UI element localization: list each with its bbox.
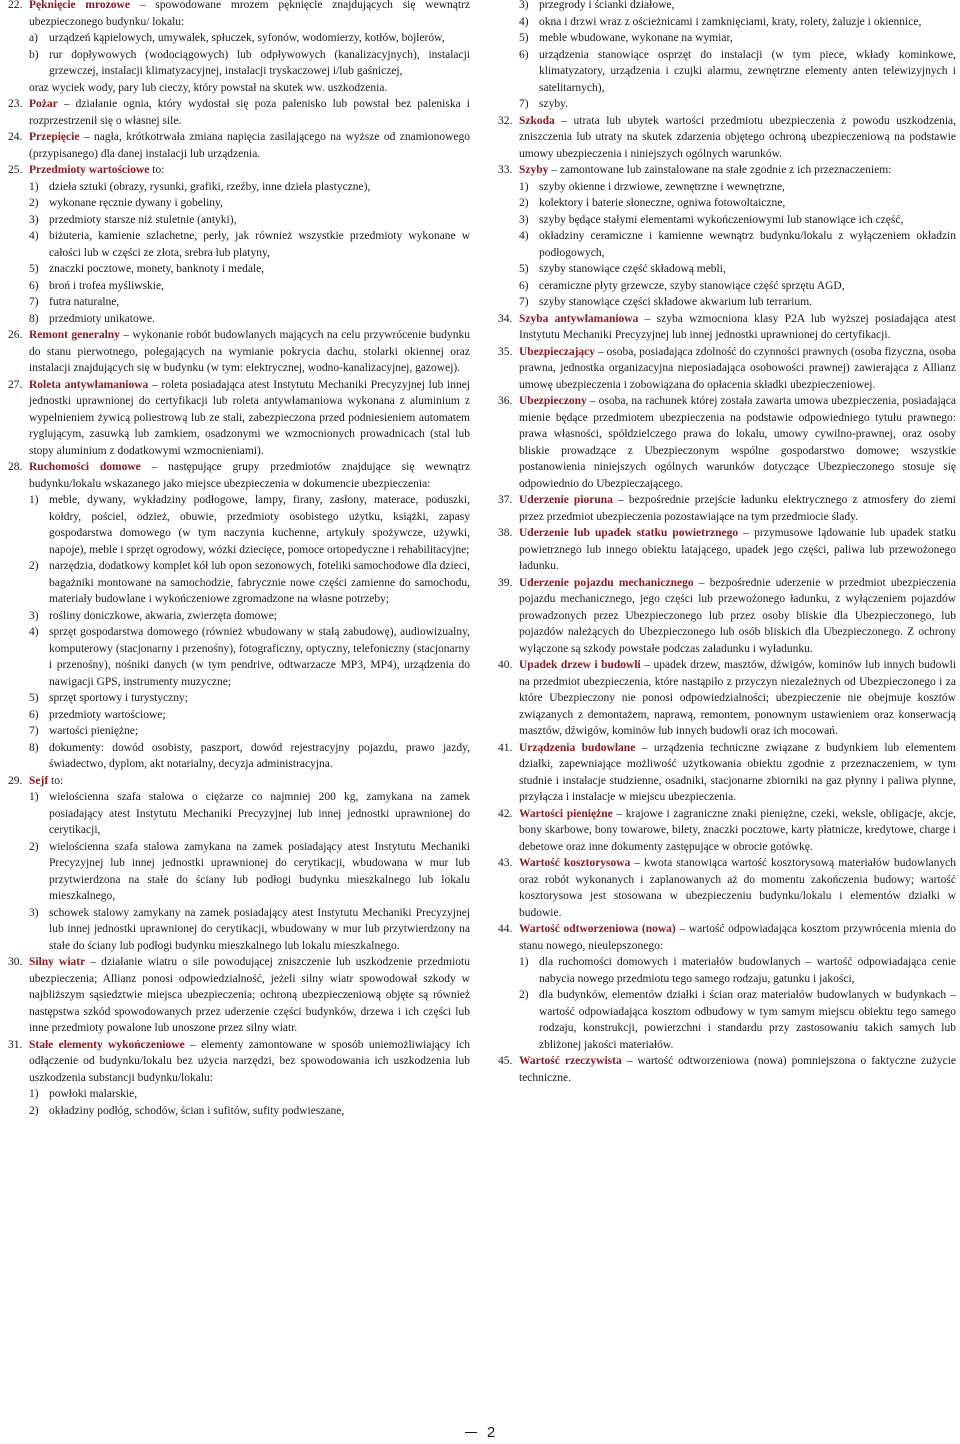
list-item xyxy=(8,723,470,740)
list-item-text: wykonane ręcznie dywany i gobeliny, xyxy=(49,197,223,209)
list-item xyxy=(8,707,470,724)
list-item-number: 4) xyxy=(519,15,529,28)
list-item-number: 5) xyxy=(519,263,529,275)
list-item-number: 1) xyxy=(29,791,39,803)
entry-number: 44. xyxy=(498,923,513,935)
definition-entry xyxy=(498,162,956,179)
list-item xyxy=(8,492,470,558)
list-item-number: 6) xyxy=(519,48,529,61)
list-item-number: 3) xyxy=(29,906,39,919)
left-column xyxy=(8,0,470,1119)
definition-entry xyxy=(498,311,956,344)
list-item-text: okna i drzwi wraz z ościeżnicami i zamknięciami, kraty, rolety, żaluzje i okiennice, xyxy=(539,15,922,28)
defined-term: Wartość odtworzeniowa (nowa) xyxy=(519,923,676,935)
definition-entry xyxy=(8,96,470,129)
list-item xyxy=(8,608,470,625)
list-item-number: 2) xyxy=(29,1104,39,1117)
definition-text: – spowodowane mrozem pęknięcie znajdujących się wewnątrz ubezpieczonego budynku/ lokalu: xyxy=(29,0,470,28)
list-item-number: 7) xyxy=(29,725,39,737)
list-item xyxy=(8,690,470,707)
list-item xyxy=(498,954,956,987)
list-item xyxy=(498,261,956,278)
entry-number: 23. xyxy=(8,98,23,110)
list-item xyxy=(8,624,470,690)
entry-number: 24. xyxy=(8,131,23,143)
list-item xyxy=(8,558,470,608)
list-item xyxy=(498,228,956,261)
list-item-text: urządzenia stanowiące osprzęt do instalacji (w tym piece, wkłady kominkowe, klimatyzatory, urządzenia i czujki alarmu, zewnętrzne elementy anten telewizyjnych i satelitarnych), xyxy=(539,48,956,94)
list-item-text: wartości pieniężne; xyxy=(49,725,139,737)
list-item-text: urządzeń kąpielowych, umywalek, spłuczek, syfonów, wodomierzy, kotłów, bojlerów, xyxy=(49,32,445,44)
defined-term: Pęknięcie mrozowe xyxy=(29,0,130,11)
definition-text: – wartość odtworzeniowa (nowa) pomniejszona o faktyczne zużycie techniczne. xyxy=(519,1055,956,1084)
defined-term: Ubezpieczony xyxy=(519,395,587,407)
defined-term: Szyby xyxy=(519,164,549,176)
list-item-number: 2) xyxy=(29,197,39,209)
definition-text: – elementy zamontowane w sposób uniemożliwiający ich odłączenie od budynku/lokalu bez użycia narzędzi, bez spowodowania ich uszkodzenia lub uszkodzenia substancji budynku/lokalu: xyxy=(29,1038,471,1084)
definition-text: – działanie ognia, który wydostał się poza palenisko lub powstał bez paleniska i rozprzestrzenił się o własnej sile. xyxy=(29,98,470,127)
list-item-number: 6) xyxy=(29,708,39,721)
list-item-text: okładziny podłóg, schodów, ścian i sufitów, sufity podwieszane, xyxy=(49,1104,345,1117)
definition-entry xyxy=(498,657,956,740)
defined-term: Upadek drzew i budowli xyxy=(519,659,641,671)
entry-number: 22. xyxy=(8,0,23,11)
list-item-text: rośliny doniczkowe, akwaria, zwierzęta domowe; xyxy=(49,609,277,622)
defined-term: Szkoda xyxy=(519,114,555,127)
list-item-text: futra naturalne, xyxy=(49,296,120,308)
definition-text: – następujące grupy przedmiotów znajdujące się wewnątrz budynku/lokalu wskazanego jako miejsce ubezpieczenia w dokumencie ubezpieczenia: xyxy=(29,461,470,490)
list-item xyxy=(8,228,470,261)
list-item-number: 2) xyxy=(29,840,39,853)
entry-number: 28. xyxy=(8,461,23,473)
list-item xyxy=(498,30,956,47)
list-item-number: 6) xyxy=(29,279,39,292)
defined-term: Pożar xyxy=(29,98,58,110)
list-item-text: rur dopływowych (wodociągowych) lub odpływowych (kanalizacyjnych), instalacji grzewczej, instalacji klimatyzacyjnej, instalacji tryskaczowej i/lub gaśniczej, xyxy=(49,48,470,77)
list-item xyxy=(8,179,470,196)
list-item xyxy=(8,905,470,955)
list-item-number: 2) xyxy=(519,197,529,209)
list-item-text: przedmioty starsze niż stuletnie (antyki), xyxy=(49,213,237,226)
definition-entry xyxy=(8,129,470,162)
definition-entry xyxy=(8,162,470,179)
entry-number: 26. xyxy=(8,329,23,341)
definition-text: – działanie wiatru o sile powodującej zniszczenie lub uszkodzenie przedmiotu ubezpieczenia; Allianz ponosi odpowiedzialność, jeżeli silny wiatr spowodował szkody w najbliższym sąsiedztwie miejsca ubezpieczenia; ochroną ubezpieczeniową objęte są również następstwa szkód spowodowanych przez uderzenie części budynków, drzewa i ich części lub inne przedmioty powalone lub unoszone przez silny wiatr. xyxy=(29,956,470,1034)
list-item-text: szyby stanowiące części składowe akwarium lub terrarium. xyxy=(539,296,813,308)
list-item-number: 3) xyxy=(29,609,39,622)
list-item-text: biżuteria, kamienie szlachetne, perły, jak również wszystkie przedmioty wykonane w całości lub w części ze złota, srebra lub platyny, xyxy=(49,230,470,259)
entry-number: 29. xyxy=(8,774,23,787)
definition-entry xyxy=(498,1053,956,1086)
defined-term: Uderzenie lub upadek statku powietrznego xyxy=(519,527,739,539)
list-item-text: meble, dywany, wykładziny podłogowe, lampy, firany, zasłony, materace, poduszki, kołdry, pościel, odzież, obuwie, przedmioty osobistego użytku, książki, zapasy gospodarstwa domowego (w tym naczynia kuchenne, artykuły spożywcze, używki, napoje), meble i sprzęt ogrodowy, wózki dziecięce, pomoce ortopedyczne i rehabilitacyjne; xyxy=(49,494,470,556)
list-item xyxy=(8,212,470,229)
list-item xyxy=(8,278,470,295)
list-item-text: broń i trofea myśliwskie, xyxy=(49,279,164,292)
entry-number: 37. xyxy=(498,494,513,506)
list-item xyxy=(8,311,470,328)
entry-number: 25. xyxy=(8,164,23,176)
entry-number: 42. xyxy=(498,807,513,820)
list-item-number: 6) xyxy=(519,279,529,292)
definition-text: – kwota stanowiąca wartość kosztorysową materiałów budowlanych oraz robót wykonanych i zaplanowanych aż do momentu zakończenia budowy; wartość kosztorysowa jest stosowana w ubezpieczeniu budynku/lokalu i elementów działki w budowie. xyxy=(519,857,956,919)
defined-term: Roleta antywłamaniowa xyxy=(29,378,149,391)
list-item-number: 5) xyxy=(519,32,529,44)
definition-text: – upadek drzew, masztów, dźwigów, kominów lub innych budowli na przedmiot ubezpieczenia, które nastąpiło z przyczyn niezależnych od Ubezpieczonego i za które Ubezpieczony nie ponosi odpowiedzialności; ubezpieczenie nie obejmuje kosztów związanych z demontażem, naprawą, remontem, ponownym ustawieniem oraz konserwacją masztów, dźwigów, kominów lub innych budowli oraz ich mocowań. xyxy=(519,659,957,737)
list-item-text: schowek stalowy zamykany na zamek posiadający atest Instytutu Mechaniki Precyzyjnej lub innej jednostki uprawnionej do cerytikacji, wbudowany w mur lub przytwierdzony na stałe do ściany lub podłogi budynku mieszkalnego lub lokalu mieszkalnego. xyxy=(49,906,470,952)
defined-term: Przepięcie xyxy=(29,131,80,143)
definition-text: – bezpośrednie uderzenie w przedmiot ubezpieczenia pojazdu mechanicznego, jego części lub przewożonego ładunku, z wyłączeniem pojazdów prowadzonych przez Ubezpieczonego lub przez osoby bliskie dla Ubezpieczonego, lub pojazdów należących do Ubezpieczonego lub osób bliskich dla Ubezpieczonego. Z ochrony wyłączone są szkody powstałe podczas załadunku i wyładunku. xyxy=(519,576,956,655)
list-item-text: przedmioty unikatowe. xyxy=(49,312,156,325)
defined-term: Szyba antywłamaniowa xyxy=(519,312,639,325)
list-item-text: powłoki malarskie, xyxy=(49,1088,138,1100)
list-item-number: 5) xyxy=(29,263,39,275)
entry-number: 43. xyxy=(498,857,513,869)
list-item xyxy=(8,195,470,212)
list-item xyxy=(8,789,470,839)
list-item-text: dla ruchomości domowych i materiałów budowlanych – wartość odpowiadająca cenie nabycia nowego przedmiotu tego samego rodzaju, gatunku i jakości, xyxy=(539,956,956,985)
definition-text: – bezpośrednie przejście ładunku elektrycznego z atmosfery do ziemi przez przedmiot ubezpieczenia pozostawiające na tym przedmiocie ślady. xyxy=(519,494,956,523)
page-number-dash xyxy=(465,1432,477,1433)
definition-entry xyxy=(498,921,956,954)
list-item-number: 2) xyxy=(519,989,529,1001)
entry-number: 33. xyxy=(498,164,513,176)
list-item-text: dla budynków, elementów działki i ścian oraz materiałów budowlanych w budynkach – wartość odpowiadająca kosztom odbudowy w tym samym miejscu obiektu tego samego rodzaju, konstrukcji, powierzchni i standardu przy zastosowaniu takich samych lub zbliżonej jakości materiałów. xyxy=(539,989,956,1051)
definition-text: – przymusowe lądowanie lub upadek statku powietrznego lub innego obiektu latającego, upadek jego części, paliwa lub przewożonego ładunku. xyxy=(519,527,957,572)
definition-entry xyxy=(8,327,470,377)
list-item-text: szyby. xyxy=(539,98,568,110)
list-item xyxy=(498,96,956,113)
definition-entry xyxy=(8,1037,470,1087)
list-item-text: dokumenty: dowód osobisty, paszport, dowód rejestracyjny pojazdu, prawo jazdy, świadectwo, dyplom, akt notarialny, decyzja administracyjna. xyxy=(49,741,470,770)
list-item-number: 2) xyxy=(29,560,39,572)
definition-entry xyxy=(8,0,470,30)
list-item-text: szyby będące stałymi elementami wykończeniowymi lub stanowiące ich część, xyxy=(539,213,904,226)
definition-entry xyxy=(8,377,470,460)
list-item-number: 5) xyxy=(29,692,39,704)
definition-text: – osoba, posiadająca zdolność do czynności prawnych (osoba fizyczna, osoba prawna, jednostka organizacyjna nieposiadająca osobowości prawnej) zawierająca z Allianz umowę ubezpieczenia i zobowiązana do opłacenia składki ubezpieczeniowej. xyxy=(519,345,956,391)
list-item xyxy=(8,740,470,773)
entry-number: 31. xyxy=(8,1038,23,1051)
entry-number: 32. xyxy=(498,114,513,127)
list-item-number: 4) xyxy=(519,230,529,242)
list-item-number: 7) xyxy=(519,296,529,308)
list-item xyxy=(8,294,470,311)
list-item-text: dzieła sztuki (obrazy, rysunki, grafiki, rzeźby, inne dzieła plastyczne), xyxy=(49,180,371,193)
list-item-text: okładziny ceramiczne i kamienne wewnątrz budynku/lokalu z wyłączeniem okładzin podłogowych, xyxy=(539,230,956,259)
list-item-number: 1) xyxy=(29,180,39,193)
list-item-number: 1) xyxy=(519,956,529,968)
defined-term: Wartości pieniężne xyxy=(519,807,613,820)
list-item-text: kolektory i baterie słoneczne, ogniwa fotowoltaiczne, xyxy=(539,197,786,209)
definition-entry xyxy=(498,855,956,921)
defined-term: Remont generalny xyxy=(29,329,120,341)
list-item-number: 1) xyxy=(29,1088,39,1100)
list-item xyxy=(498,0,956,14)
defined-term: Stałe elementy wykończeniowe xyxy=(29,1038,185,1051)
defined-term: Przedmioty wartościowe xyxy=(29,164,150,176)
list-item-number: 8) xyxy=(29,312,39,325)
definition-entry xyxy=(498,525,956,575)
entry-number: 30. xyxy=(8,956,23,968)
list-item xyxy=(8,30,470,47)
list-item-text: przegrody i ścianki działowe, xyxy=(539,0,675,11)
list-item-number: 7) xyxy=(29,296,39,308)
list-item-number: 3) xyxy=(519,0,529,11)
definition-entry xyxy=(498,344,956,394)
list-item-number: 8) xyxy=(29,741,39,754)
list-item xyxy=(498,294,956,311)
definition-text: – szyba wzmocniona klasy P2A lub wyższej posiadająca atest Instytutu Mechaniki Precyzyjnej lub innej jednostki uprawnionej do certyfikacji. xyxy=(519,312,956,341)
defined-term: Silny wiatr xyxy=(29,956,86,968)
page-number xyxy=(440,1422,520,1442)
definition-entry xyxy=(498,575,956,658)
list-item-number: 1) xyxy=(29,494,39,506)
list-item-number: 4) xyxy=(29,230,39,242)
defined-term: Wartość rzeczywista xyxy=(519,1055,622,1067)
list-item-text: meble wbudowane, wykonane na wymiar, xyxy=(539,32,733,44)
definition-text: – utrata lub ubytek wartości przedmiotu ubezpieczenia z powodu uszkodzenia, zniszczenia lub utraty na skutek zdarzenia objętego ochroną ubezpieczeniową na podstawie umowy ubezpieczenia i niniejszych ogólnych warunków. xyxy=(519,114,956,160)
entry-number: 39. xyxy=(498,576,513,589)
definition-entry xyxy=(8,773,470,790)
list-item-text: szyby okienne i drzwiowe, zewnętrzne i wewnętrzne, xyxy=(539,180,785,193)
defined-term: Urządzenia budowlane xyxy=(519,741,636,754)
definition-text: to: xyxy=(48,774,64,787)
definition-text: – zamontowane lub zainstalowane na stałe zgodnie z ich przeznaczeniem: xyxy=(548,164,892,176)
definition-text: – osoba, na rachunek której została zawarta umowa ubezpieczenia, posiadająca mienie będące przedmiotem ubezpieczenia na podstawie odpowiedniego tytułu prawnego: prawa własności, spółdzielczego prawa do lokalu, umowy cywilno-prawnej, oraz osoby bliskie prowadzące z Ubezpieczonym wspólne gospodarstwo domowe; wszystkie postanowienia niniejszych ogólnych warunków dotyczące Ubezpieczonego stosuje się odpowiednio do Ubezpieczającego. xyxy=(519,395,956,490)
list-item-number: b) xyxy=(29,48,39,61)
list-item xyxy=(498,278,956,295)
list-item-number: 3) xyxy=(519,213,529,226)
defined-term: Uderzenie pioruna xyxy=(519,494,613,506)
definition-text: – urządzenia techniczne związane z budynkiem lub elementem działki, zapewniające możliwość użytkowania obiektu zgodnie z przeznaczeniem, w tym studnie i instalacje studzienne, osadniki, stacjonarne zbiorniki na gaz płynny i paliwa płynne, przyłącza i instalacje w miejscu ubezpieczenia. xyxy=(519,741,956,803)
definition-text: – wartość odpowiadająca kosztom przywrócenia mienia do stanu nowego, nieulepszonego: xyxy=(519,923,956,952)
definition-entry xyxy=(498,806,956,856)
list-item-text: wielościenna szafa stalowa o ciężarze co najmniej 200 kg, zamykana na zamek posiadający atest Instytutu Mechaniki Precyzyjnej lub innej jednostki uprawnionej do cerytikacji, xyxy=(49,791,470,836)
list-item-text: szyby stanowiące część składową mebli, xyxy=(539,263,726,275)
list-item-text: wielościenna szafa stalowa zamykana na zamek posiadający atest Instytutu Mechaniki Precyzyjnej lub innej jednostki uprawnionej do cerytikacji, wbudowana w mur lub przytwierdzona na stałe do ściany lub podłogi budynku mieszkalnego lub lokalu mieszkalnego, xyxy=(49,840,470,902)
definition-text: – nagła, krótkotrwała zmiana napięcia zasilającego na wyższe od znamionowego (przypisanego) dla danej instalacji lub urządzenia. xyxy=(29,131,470,160)
list-item-number: 7) xyxy=(519,98,529,110)
definition-entry xyxy=(498,492,956,525)
entry-number: 34. xyxy=(498,312,513,325)
continuation-text: oraz wyciek wody, pary lub cieczy, który powstał na skutek ww. uszkodzenia. xyxy=(29,81,388,94)
entry-number: 45. xyxy=(498,1055,513,1067)
list-item-text: ceramiczne płyty grzewcze, szyby stanowiące część sprzętu AGD, xyxy=(539,279,845,292)
list-item xyxy=(498,987,956,1053)
defined-term: Wartość kosztorysowa xyxy=(519,857,631,869)
definition-entry xyxy=(498,393,956,492)
page-number-text: 2 xyxy=(486,1423,496,1441)
definition-text: – wykonanie robót budowlanych mających na celu przywrócenie budynku do stanu pierwotnego, polegających na wymianie pokrycia dachu, stolarki okiennej oraz instalacji znajdujących się w budynku (w tym: elektrycznej, wodno-kanalizacyjnej, gazowej). xyxy=(29,329,470,374)
list-item-number: 4) xyxy=(29,626,39,638)
list-item-number: 1) xyxy=(519,180,529,193)
list-item-text: sprzęt gospodarstwa domowego (również wbudowany w stałą zabudowę), audiowizualny, komputerowy (stacjonarny i przenośny), fotograficzny, optyczny, telefoniczny (stacjonarny i przenośny), nośniki danych (w tym pendrive, odtwarzacze MP3, MP4), urządzenia do nawigacji GPS, instrumenty muzyczne; xyxy=(49,626,470,688)
entry-number: 36. xyxy=(498,395,513,407)
entry-number: 41. xyxy=(498,741,513,754)
list-item xyxy=(8,47,470,80)
list-item xyxy=(498,14,956,31)
definition-entry xyxy=(498,113,956,163)
list-item xyxy=(498,179,956,196)
list-item xyxy=(498,47,956,97)
list-item-number: a) xyxy=(29,32,38,44)
definition-entry xyxy=(8,954,470,1037)
right-column xyxy=(498,0,956,1086)
list-item xyxy=(498,212,956,229)
defined-term: Sejf xyxy=(29,774,49,787)
list-item-text: przedmioty wartościowe; xyxy=(49,708,166,721)
definition-entry xyxy=(8,459,470,492)
defined-term: Ruchomości domowe xyxy=(29,461,141,473)
defined-term: Ubezpieczający xyxy=(519,345,595,358)
entry-number: 40. xyxy=(498,659,513,671)
list-item-number: 3) xyxy=(29,213,39,226)
list-item-text: sprzęt sportowy i turystyczny; xyxy=(49,692,188,704)
entry-number: 27. xyxy=(8,378,23,391)
list-item xyxy=(8,1086,470,1103)
list-item xyxy=(8,1103,470,1120)
defined-term: Uderzenie pojazdu mechanicznego xyxy=(519,576,694,589)
list-item-text: narzędzia, dodatkowy komplet kół lub opon sezonowych, foteliki samochodowe dla dzieci, bagażniki montowane na samochodzie, fabrycznie nowe części zamienne do samochodu, materiały budowlane i wykończeniowe zgromadzone na własne potrzeby; xyxy=(49,560,470,605)
list-item xyxy=(498,195,956,212)
list-item xyxy=(8,839,470,905)
list-item-text: znaczki pocztowe, monety, banknoty i medale, xyxy=(49,263,265,275)
definition-entry xyxy=(498,740,956,806)
entry-number: 35. xyxy=(498,345,513,358)
list-item xyxy=(8,261,470,278)
definition-text: to: xyxy=(149,164,165,176)
definition-text: – krajowe i zagraniczne znaki pieniężne, czeki, weksle, obligacje, akcje, bony skarbowe, bony towarowe, bilety, znaczki pocztowe, karty płatnicze, kredytowe, charge i debetowe oraz inne dokumenty zastępujące w obrocie gotówkę. xyxy=(519,807,956,853)
entry-number: 38. xyxy=(498,527,513,539)
definition-text: – roleta posiadająca atest Instytutu Mechaniki Precyzyjnej lub innej jednostki uprawnionej do certyfikacji lub roleta antywłamaniowa wykonana z aluminium z wypełnieniem żywicą poliestrową lub ze stali, zabezpieczona przed podniesieniem automatem ryglującym, zasuwką lub zamkiem, osadzonymi we wzmocnionych prowadnicach (stal lub stopy aluminium z dodatkowymi wzmocnieniami). xyxy=(29,378,470,457)
